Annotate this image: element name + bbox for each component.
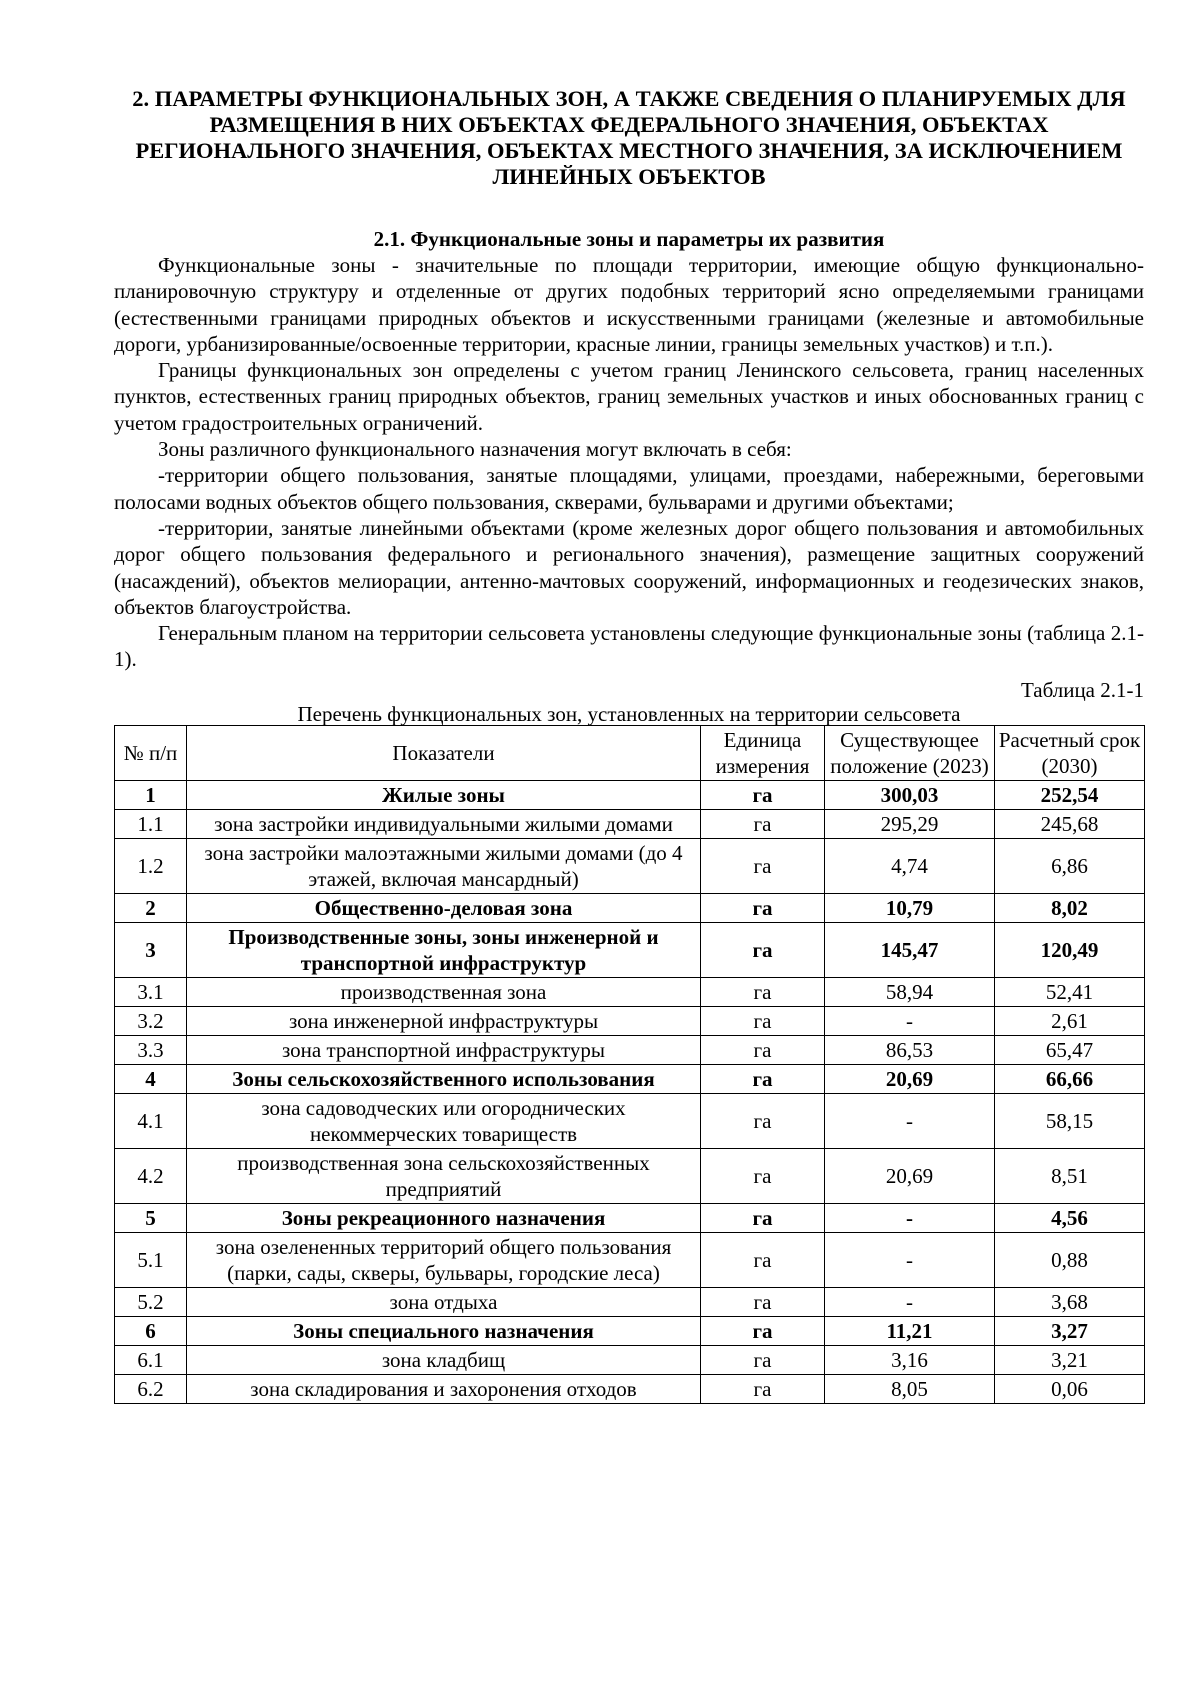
cell-planned: 120,49 [995, 922, 1145, 977]
table-row [115, 1093, 1145, 1148]
cell-unit: га [701, 1232, 825, 1287]
cell-indicator: зона садоводческих или огороднических некоммерческих товариществ [187, 1093, 701, 1148]
cell-indicator: Зоны рекреационного назначения [187, 1203, 701, 1232]
cell-indicator: Зоны специального назначения [187, 1316, 701, 1345]
table-row [115, 1374, 1145, 1403]
cell-indicator: зона застройки индивидуальными жилыми домами [187, 809, 701, 838]
cell-planned: 0,06 [995, 1374, 1145, 1403]
cell-num: 3.2 [115, 1006, 187, 1035]
cell-num: 4 [115, 1064, 187, 1093]
paragraph: -территории общего пользования, занятые площадями, улицами, проездами, набережными, береговыми полосами водных объектов общего пользования, скверами, бульварами и другими объектами; [114, 463, 1144, 514]
cell-planned: 3,21 [995, 1345, 1145, 1374]
table-row [115, 809, 1145, 838]
paragraph: Границы функциональных зон определены с учетом границ Ленинского сельсовета, границ населенных пунктов, естественных границ природных объектов, границ земельных участков и иных обоснованных границ с учетом градостроительных ограничений. [114, 358, 1144, 435]
table-row [115, 977, 1145, 1006]
cell-unit: га [701, 780, 825, 809]
cell-num: 5.2 [115, 1287, 187, 1316]
header-unit: Единица измерения [701, 725, 825, 780]
header-indicator: Показатели [187, 725, 701, 780]
cell-num: 1 [115, 780, 187, 809]
cell-indicator: зона озелененных территорий общего пользования (парки, сады, скверы, бульвары, городские леса) [187, 1232, 701, 1287]
cell-unit: га [701, 1035, 825, 1064]
cell-indicator: зона складирования и захоронения отходов [187, 1374, 701, 1403]
cell-unit: га [701, 1203, 825, 1232]
cell-num: 6.2 [115, 1374, 187, 1403]
table-row [115, 1064, 1145, 1093]
cell-planned: 252,54 [995, 780, 1145, 809]
cell-planned: 65,47 [995, 1035, 1145, 1064]
cell-indicator: производственная зона [187, 977, 701, 1006]
table-row [115, 1345, 1145, 1374]
subsection-heading: 2.1. Функциональные зоны и параметры их развития [373, 227, 885, 251]
table-row [115, 1232, 1145, 1287]
cell-indicator: зона отдыха [187, 1287, 701, 1316]
header-num: № п/п [115, 725, 187, 780]
cell-existing: - [825, 1006, 995, 1035]
table-row [115, 1035, 1145, 1064]
cell-existing: 3,16 [825, 1345, 995, 1374]
cell-unit: га [701, 1148, 825, 1203]
cell-existing: - [825, 1232, 995, 1287]
cell-unit: га [701, 1345, 825, 1374]
cell-planned: 3,68 [995, 1287, 1145, 1316]
cell-num: 6 [115, 1316, 187, 1345]
cell-planned: 0,88 [995, 1232, 1145, 1287]
cell-indicator: Жилые зоны [187, 780, 701, 809]
cell-existing: 20,69 [825, 1064, 995, 1093]
cell-unit: га [701, 838, 825, 893]
cell-planned: 6,86 [995, 838, 1145, 893]
cell-indicator: зона застройки малоэтажными жилыми домами (до 4 этажей, включая мансардный) [187, 838, 701, 893]
cell-planned: 3,27 [995, 1316, 1145, 1345]
zones-table [114, 725, 1145, 1404]
cell-unit: га [701, 893, 825, 922]
cell-existing: 86,53 [825, 1035, 995, 1064]
cell-planned: 2,61 [995, 1006, 1145, 1035]
cell-num: 2 [115, 893, 187, 922]
cell-num: 3.3 [115, 1035, 187, 1064]
header-existing: Существующее положение (2023) [825, 725, 995, 780]
cell-unit: га [701, 977, 825, 1006]
cell-unit: га [701, 1093, 825, 1148]
cell-existing: 4,74 [825, 838, 995, 893]
table-caption: Перечень функциональных зон, установленных на территории сельсовета [297, 701, 961, 726]
table-row [115, 1316, 1145, 1345]
table-row [115, 838, 1145, 893]
cell-existing: 10,79 [825, 893, 995, 922]
cell-num: 3 [115, 922, 187, 977]
cell-unit: га [701, 922, 825, 977]
table-header-row [115, 725, 1145, 780]
cell-unit: га [701, 1287, 825, 1316]
table-row [115, 1148, 1145, 1203]
cell-indicator: Производственные зоны, зоны инженерной и транспортной инфраструктур [187, 922, 701, 977]
cell-num: 1.2 [115, 838, 187, 893]
header-planned: Расчетный срок (2030) [995, 725, 1145, 780]
cell-existing: 8,05 [825, 1374, 995, 1403]
cell-unit: га [701, 809, 825, 838]
cell-existing: - [825, 1287, 995, 1316]
paragraph: Генеральным планом на территории сельсовета установлены следующие функциональные зоны (таблица 2.1-1). [114, 621, 1144, 672]
cell-unit: га [701, 1316, 825, 1345]
cell-unit: га [701, 1374, 825, 1403]
cell-num: 6.1 [115, 1345, 187, 1374]
cell-existing: 20,69 [825, 1148, 995, 1203]
cell-existing: - [825, 1093, 995, 1148]
cell-planned: 8,51 [995, 1148, 1145, 1203]
table-row [115, 1203, 1145, 1232]
cell-existing: 300,03 [825, 780, 995, 809]
cell-planned: 245,68 [995, 809, 1145, 838]
cell-indicator: зона инженерной инфраструктуры [187, 1006, 701, 1035]
cell-indicator: Зоны сельскохозяйственного использования [187, 1064, 701, 1093]
cell-existing: 295,29 [825, 809, 995, 838]
cell-existing: 145,47 [825, 922, 995, 977]
cell-indicator: зона транспортной инфраструктуры [187, 1035, 701, 1064]
table-row [115, 893, 1145, 922]
document-page [114, 86, 1144, 1404]
cell-indicator: производственная зона сельскохозяйственных предприятий [187, 1148, 701, 1203]
table-row [115, 1006, 1145, 1035]
cell-num: 3.1 [115, 977, 187, 1006]
table-row [115, 922, 1145, 977]
cell-num: 4.2 [115, 1148, 187, 1203]
paragraph: Зоны различного функционального назначения могут включать в себя: [158, 437, 792, 462]
section-heading: 2. ПАРАМЕТРЫ ФУНКЦИОНАЛЬНЫХ ЗОН, А ТАКЖЕ СВЕДЕНИЯ О ПЛАНИРУЕМЫХ ДЛЯ РАЗМЕЩЕНИЯ В НИХ ОБЪЕКТАХ ФЕДЕРАЛЬНОГО ЗНАЧЕНИЯ, ОБЪЕКТАХ РЕГИОНАЛЬНОГО ЗНАЧЕНИЯ, ОБЪЕКТАХ МЕСТНОГО ЗНАЧЕНИЯ, ЗА ИСКЛЮЧЕНИЕМ ЛИНЕЙНЫХ ОБЪЕКТОВ [132, 86, 1126, 189]
cell-existing: 58,94 [825, 977, 995, 1006]
cell-existing: 11,21 [825, 1316, 995, 1345]
cell-indicator: зона кладбищ [187, 1345, 701, 1374]
cell-planned: 52,41 [995, 977, 1145, 1006]
cell-planned: 66,66 [995, 1064, 1145, 1093]
cell-planned: 4,56 [995, 1203, 1145, 1232]
cell-unit: га [701, 1064, 825, 1093]
cell-num: 4.1 [115, 1093, 187, 1148]
table-row [115, 1287, 1145, 1316]
table-row [115, 780, 1145, 809]
cell-planned: 58,15 [995, 1093, 1145, 1148]
cell-existing: - [825, 1203, 995, 1232]
cell-num: 5.1 [115, 1232, 187, 1287]
cell-num: 1.1 [115, 809, 187, 838]
cell-planned: 8,02 [995, 893, 1145, 922]
paragraph: -территории, занятые линейными объектами (кроме железных дорог общего пользования и автомобильных дорог общего пользования федерального и регионального значения), размещение защитных сооружений (насаждений), объектов мелиорации, антенно-мачтовых сооружений, информационных и геодезических знаков, объектов благоустройства. [114, 515, 1144, 619]
cell-num: 5 [115, 1203, 187, 1232]
table-label: Таблица 2.1-1 [1020, 677, 1144, 702]
cell-unit: га [701, 1006, 825, 1035]
paragraph: Функциональные зоны - значительные по площади территории, имеющие общую функционально-планировочную структуру и отделенные от других подобных территорий ясно определяемыми границами (естественными границами природных объектов и искусственными границами (железные и автомобильные дороги, урбанизированные/освоенные территории, красные линии, границы земельных участков) и т.п.). [114, 253, 1144, 356]
table-body [115, 780, 1145, 1403]
cell-indicator: Общественно-деловая зона [187, 893, 701, 922]
